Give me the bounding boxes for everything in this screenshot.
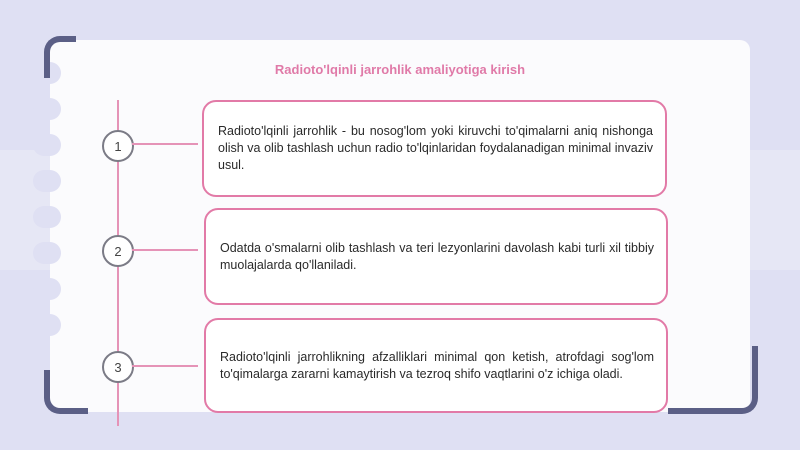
notebook-hole — [33, 170, 61, 192]
notebook-hole — [33, 98, 61, 120]
notebook-hole — [33, 278, 61, 300]
frame-corner-bottom-left — [44, 370, 88, 414]
step-box-1 — [202, 100, 667, 197]
step-box-3 — [204, 318, 668, 413]
notebook-hole — [33, 206, 61, 228]
step-number-3: 3 — [102, 351, 134, 383]
notebook-hole — [33, 242, 61, 264]
step-text-1: Radioto'lqinli jarrohlik - bu nosog'lom yoki kiruvchi to'qimalarni aniq nishonga olish va olib tashlash uchun radio to'lqinlaridan foydalanadigan minimal invaziv usul. — [218, 124, 653, 172]
slide-title: Radioto'lqinli jarrohlik amaliyotiga kirish — [274, 62, 526, 77]
step-text-2: Odatda o'smalarni olib tashlash va teri lezyonlarini davolash kabi turli xil tibbiy muolajalarda qo'llaniladi. — [220, 240, 654, 272]
notebook-hole — [33, 134, 61, 156]
notebook-hole — [33, 314, 61, 336]
step-box-2 — [204, 208, 668, 305]
frame-corner-bottom-right — [668, 346, 758, 414]
step-number-1: 1 — [102, 130, 134, 162]
step-connector-3 — [132, 365, 198, 367]
step-connector-1 — [132, 143, 198, 145]
step-connector-2 — [132, 249, 198, 251]
step-number-2: 2 — [102, 235, 134, 267]
step-text-3: Radioto'lqinli jarrohlikning afzalliklari minimal qon ketish, atrofdagi sog'lom to'qimalarga zararni kamaytirish va tezroq shifo vaqtlarini o'z ichiga oladi. — [220, 349, 654, 381]
